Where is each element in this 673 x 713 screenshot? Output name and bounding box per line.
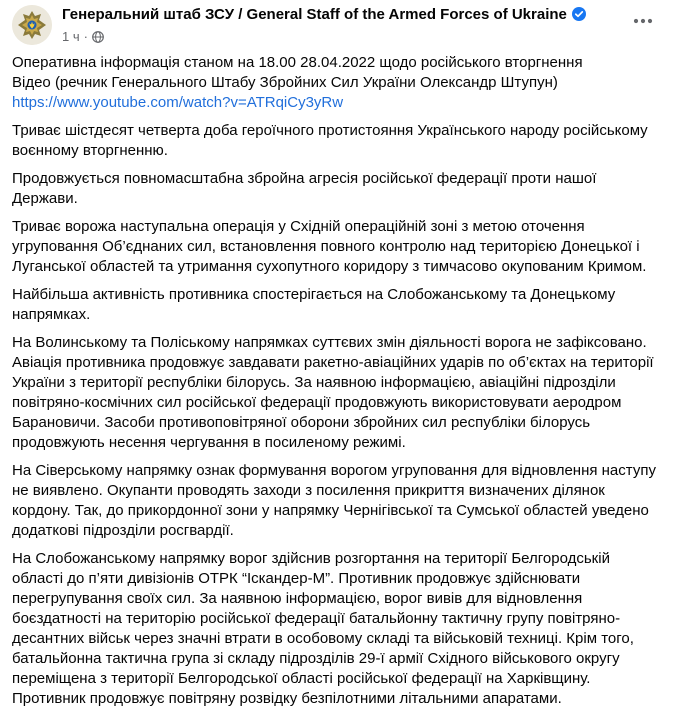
intro-line-1: Оперативна інформація станом на 18.00 28.04.2022 щодо російського вторгнення	[12, 54, 583, 71]
more-options-icon	[633, 18, 653, 24]
author-name[interactable]: Генеральний штаб ЗСУ / General Staff of the Armed Forces of Ukraine	[62, 6, 567, 23]
globe-icon[interactable]	[92, 31, 104, 43]
intro-line-2: Відео (речник Генерального Штабу Збройних Сил України Олександр Штупун)	[12, 74, 558, 91]
post-intro	[12, 53, 662, 113]
post-body	[12, 53, 662, 709]
paragraph: Триває ворожа наступальна операція у Східній операційній зоні з метою оточення угруповання Об’єднаних сил, встановлення повного контролю над територією Донецької і Луганської областей та утримання сухопутного коридору з тимчасово окупованим Кримом.	[12, 218, 647, 275]
post-meta	[62, 29, 104, 44]
paragraph: Найбільша активність противника спостерігається на Слобожанському та Донецькому напрямках.	[12, 286, 616, 323]
youtube-link[interactable]: https://www.youtube.com/watch?v=ATRqiCy3yRw	[12, 94, 344, 111]
verified-badge-icon	[572, 7, 586, 21]
more-options-button[interactable]	[625, 7, 661, 35]
post-header	[12, 5, 661, 51]
post-time[interactable]: 1 ч	[62, 29, 80, 44]
paragraph: На Сіверському напрямку ознак формування ворогом угруповання для відновлення наступу не виявлено. Окупанти проводять заходи з посилення прикриття визначених ділянок кордону. Так, до прикордонної зони у напрямку Чернігівської та Сумської областей уведено додаткові підрозділи росгвардії.	[12, 462, 656, 539]
page-name[interactable]	[62, 6, 586, 23]
paragraph: Триває шістдесят четверта доба героїчного протистояння Українського народу російському воєнному вторгненню.	[12, 122, 648, 159]
paragraph: Продовжується повномасштабна збройна агресія російської федерації проти нашої Держави.	[12, 170, 597, 207]
page-avatar[interactable]	[12, 5, 52, 45]
armed-forces-emblem-icon	[12, 5, 52, 45]
paragraph: На Слобожанському напрямку ворог здійснив розгортання на території Белгородській області до п’яти дивізіонів ОТРК “Іскандер-М”. Противник продовжує здійснювати перегрупування своїх сил. За наявною інформацією, ворог вивів для відновлення боєздатності на територію російської федерації батальйонну тактичну групу повітряно-десантних військ через значні втрати в особовому складі та військовій техниці. Крім того, батальйонна тактична група зі складу підрозділів 29-ї армії Східного військового округу переміщена з території Белгородської області російської федерації на Харківщину. Противник продовжує повітряну розвідку безпілотними літальними апаратами.	[12, 550, 634, 707]
meta-separator: ·	[83, 29, 88, 44]
paragraph: На Волинському та Поліському напрямках суттєвих змін діяльності ворога не зафіксовано. Авіація противника продовжує завдавати ракетно-авіаційних ударів по об’єктах на території України з території республіки білорусь. За наявною інформацією, авіаційні підрозділи повітряно-космічних сил російської федерації продовжують використовувати аеродром Барановичи. Засоби противоповітряної оборони збройних сил республіки білорусь продовжують несення чергування в посиленому режимі.	[12, 334, 654, 451]
